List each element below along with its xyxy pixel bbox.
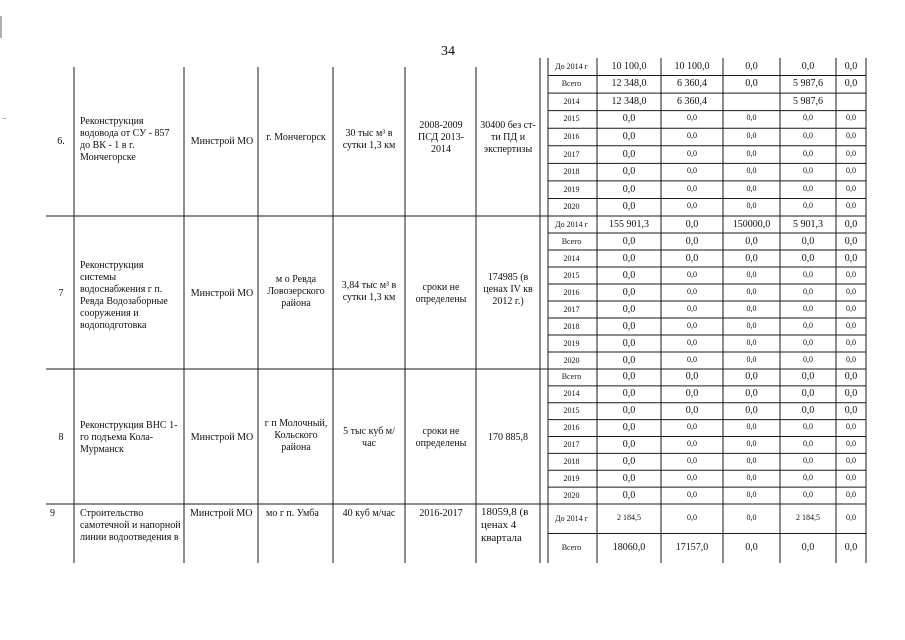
financing-cell: 0,0: [846, 354, 856, 364]
financing-year-label: Всего: [561, 543, 582, 553]
financing-year-label: 2016: [563, 287, 580, 297]
financing-cell: 0,0: [687, 489, 697, 499]
financing-year-label: 2014: [563, 389, 580, 399]
financing-cell: 0,0: [846, 489, 856, 499]
row-7-cost: 174985 (в ценах IV кв 2012 г.): [483, 272, 533, 307]
row-8-customer: Минстрой МО: [190, 432, 254, 443]
financing-year-label: До 2014 г: [555, 61, 588, 71]
financing-cell: 0,0: [846, 286, 856, 296]
financing-cell: 0,0: [746, 113, 757, 123]
financing-cell: 0,0: [746, 512, 757, 522]
financing-cell: 0,0: [622, 166, 636, 178]
financing-cell: 0,0: [687, 337, 697, 347]
financing-cell: 2 184,5: [617, 512, 641, 522]
financing-cell: 0,0: [687, 438, 697, 448]
financing-cell: 0,0: [803, 438, 813, 448]
financing-year-label: Всего: [561, 236, 582, 246]
financing-cell: 0,0: [746, 422, 757, 432]
financing-cell: 0,0: [746, 166, 757, 176]
financing-cell: 0,0: [622, 472, 636, 484]
row-6-capacity: 30 тыс м³ в сутки 1,3 км: [342, 128, 396, 151]
financing-cell: 0,0: [622, 148, 636, 160]
financing-cell: 0,0: [803, 422, 813, 432]
financing-cell: 0,0: [745, 388, 758, 400]
financing-year-label: До 2014 г: [555, 219, 588, 229]
financing-cell: 2 184,5: [796, 512, 820, 522]
financing-cell: 0,0: [622, 422, 636, 434]
row-6-name: Реконструкция водовода от СУ - 857 до ВК - 1 в г. Мончегорске: [80, 116, 170, 163]
row-8-capacity: 5 тыс куб м/час: [343, 426, 395, 449]
row-9-customer: Минстрой МО: [190, 508, 253, 519]
financing-cell: 0,0: [622, 371, 636, 383]
financing-cell: 17157,0: [675, 542, 709, 554]
financing-cell: 0,0: [844, 371, 858, 383]
financing-cell: 0,0: [803, 286, 813, 296]
financing-year-label: 2015: [563, 406, 580, 416]
financing-cell: 0,0: [687, 269, 697, 279]
financing-cell: 0,0: [846, 337, 856, 347]
financing-cell: 0,0: [687, 131, 697, 140]
financing-cell: 0,0: [803, 183, 813, 193]
financing-year-label: 2014: [563, 96, 580, 106]
financing-cell: 0,0: [687, 183, 697, 193]
financing-year-label: 2020: [563, 490, 580, 500]
row-7-customer: Минстрой МО: [190, 288, 254, 299]
financing-cell: 0,0: [846, 303, 856, 313]
financing-cell: 0,0: [746, 354, 757, 364]
financing-cell: 155 901,3: [609, 218, 649, 230]
financing-cell: 0,0: [622, 269, 636, 281]
financing-cell: 0,0: [622, 320, 636, 332]
financing-cell: 0,0: [844, 405, 858, 417]
financing-cell: 0,0: [846, 183, 856, 193]
financing-cell: 0,0: [622, 252, 636, 264]
financing-cell: 0,0: [745, 235, 758, 247]
financing-cell: 0,0: [801, 60, 815, 72]
financing-cell: 0,0: [846, 455, 856, 465]
financing-cell: 0,0: [746, 201, 757, 211]
financing-cell: 150000,0: [732, 218, 771, 230]
financing-cell: 0,0: [685, 218, 699, 230]
financing-cell: 0,0: [846, 131, 856, 140]
financing-cell: 0,0: [745, 405, 758, 417]
financing-cell: 0,0: [803, 354, 813, 364]
financing-year-label: 2018: [563, 167, 580, 177]
financing-cell: 0,0: [801, 252, 815, 264]
financing-year-label: Всего: [561, 372, 582, 382]
financing-cell: 0,0: [846, 512, 856, 522]
financing-cell: 0,0: [803, 113, 813, 123]
financing-cell: 0,0: [687, 303, 697, 313]
financing-cell: 0,0: [803, 489, 813, 499]
financing-cell: 0,0: [745, 60, 758, 72]
financing-cell: 0,0: [746, 472, 757, 482]
financing-year-label: 2016: [563, 132, 580, 141]
row-9-period: 2016-2017: [419, 508, 463, 519]
financing-cell: 0,0: [622, 438, 636, 450]
row-7-period: сроки не определены: [415, 282, 467, 305]
financing-cell: 0,0: [622, 405, 636, 417]
financing-cell: 0,0: [685, 235, 699, 247]
financing-cell: 0,0: [803, 472, 813, 482]
financing-year-label: До 2014 г: [555, 513, 588, 523]
row-8-period: сроки не определены: [415, 426, 467, 449]
financing-cell: 0,0: [846, 201, 856, 211]
financing-cell: 0,0: [844, 60, 858, 72]
scan-artifact: [3, 118, 6, 119]
financing-cell: 0,0: [622, 489, 636, 501]
financing-cell: 6 360,4: [677, 95, 707, 107]
financing-cell: 0,0: [687, 166, 697, 176]
row-9-number: 9: [50, 508, 55, 519]
financing-cell: 0,0: [803, 201, 813, 211]
financing-cell: 0,0: [622, 354, 636, 366]
financing-year-label: Всего: [561, 79, 582, 89]
financing-year-label: 2015: [563, 114, 580, 124]
financing-year-label: 2014: [563, 253, 580, 263]
financing-cell: 0,0: [801, 371, 815, 383]
financing-cell: 0,0: [687, 472, 697, 482]
financing-cell: 0,0: [846, 422, 856, 432]
financing-cell: 0,0: [746, 269, 757, 279]
financing-year-label: 2017: [563, 439, 580, 449]
financing-cell: 0,0: [687, 512, 697, 522]
financing-cell: 0,0: [746, 337, 757, 347]
financing-cell: 0,0: [801, 542, 815, 554]
scan-artifact: [0, 16, 2, 38]
financing-cell: 0,0: [746, 183, 757, 193]
financing-cell: 0,0: [844, 252, 858, 264]
financing-cell: 0,0: [746, 286, 757, 296]
financing-cell: 10 100,0: [611, 60, 647, 72]
financing-cell: 0,0: [685, 405, 699, 417]
financing-cell: 0,0: [803, 148, 813, 158]
financing-cell: 0,0: [685, 388, 699, 400]
financing-cell: 6 360,4: [677, 78, 707, 90]
row-6-cost: 30400 без ст-ти ПД и экспертизы: [480, 120, 536, 155]
row-6-number: 6.: [57, 136, 65, 147]
financing-cell: 0,0: [803, 320, 813, 330]
financing-cell: 0,0: [687, 286, 697, 296]
financing-cell: 0,0: [844, 218, 858, 230]
financing-cell: 0,0: [746, 131, 757, 140]
financing-cell: 0,0: [687, 320, 697, 330]
row-9-name: Строительство самотечной и напорной линии водоотведения в: [80, 508, 181, 543]
financing-cell: 0,0: [846, 320, 856, 330]
financing-year-label: 2016: [563, 423, 580, 433]
row-8-name: Реконструкция ВНС 1-го подъема Кола-Мурманск: [80, 420, 178, 455]
financing-year-label: 2019: [563, 473, 580, 483]
row-9-capacity: 40 куб м/час: [342, 508, 396, 519]
financing-year-label: 2019: [563, 184, 580, 194]
financing-cell: 0,0: [844, 235, 858, 247]
financing-cell: 0,0: [745, 78, 758, 90]
row-9-cost: 18059,8 (в ценах 4 квартала: [481, 506, 529, 544]
financing-cell: 0,0: [803, 455, 813, 465]
financing-cell: 0,0: [746, 489, 757, 499]
financing-cell: 0,0: [846, 438, 856, 448]
financing-cell: 0,0: [687, 455, 697, 465]
financing-cell: 0,0: [803, 303, 813, 313]
financing-cell: 0,0: [745, 252, 758, 264]
row-8-number: 8: [58, 432, 64, 443]
financing-cell: 0,0: [622, 337, 636, 349]
financing-cell: 0,0: [846, 148, 856, 158]
financing-cell: 0,0: [687, 113, 697, 123]
financing-cell: 0,0: [746, 303, 757, 313]
financing-cell: 0,0: [746, 148, 757, 158]
financing-cell: 0,0: [801, 388, 815, 400]
financing-cell: 0,0: [687, 148, 697, 158]
financing-year-label: 2019: [563, 338, 580, 348]
financing-cell: 0,0: [844, 388, 858, 400]
financing-cell: 0,0: [745, 542, 758, 554]
financing-cell: 0,0: [846, 166, 856, 176]
financing-cell: 0,0: [685, 252, 699, 264]
financing-cell: 0,0: [803, 337, 813, 347]
financing-cell: 0,0: [622, 113, 636, 125]
financing-cell: 0,0: [622, 286, 636, 298]
financing-cell: 18060,0: [612, 542, 646, 554]
financing-cell: 0,0: [622, 201, 636, 213]
financing-cell: 0,0: [803, 166, 813, 176]
row-8-location: г п Молочный, Кольского района: [264, 418, 328, 453]
row-9-location: мо г п. Умба: [266, 508, 319, 519]
row-8-cost: 170 885,8: [488, 432, 528, 443]
financing-cell: 0,0: [685, 371, 699, 383]
row-6-location: г. Мончегорск: [266, 132, 326, 143]
financing-year-label: 2017: [563, 304, 580, 314]
financing-year-label: 2015: [563, 270, 580, 280]
financing-year-label: 2017: [563, 149, 580, 159]
row-6-period: 2008-2009 ПСД 2013-2014: [417, 120, 465, 155]
financing-cell: 0,0: [622, 388, 636, 400]
financing-cell: 0,0: [622, 303, 636, 315]
financing-cell: 0,0: [803, 131, 813, 140]
financing-cell: 0,0: [801, 405, 815, 417]
page-number: 34: [441, 44, 455, 59]
financing-cell: 5 901,3: [793, 218, 823, 230]
financing-cell: 0,0: [746, 455, 757, 465]
financing-cell: 0,0: [622, 131, 636, 142]
row-7-number: 7: [58, 288, 64, 299]
financing-cell: 0,0: [803, 269, 813, 279]
financing-cell: 0,0: [687, 354, 697, 364]
financing-cell: 10 100,0: [674, 60, 710, 72]
financing-cell: 0,0: [846, 472, 856, 482]
financing-cell: 0,0: [801, 235, 815, 247]
financing-cell: 0,0: [844, 78, 858, 90]
financing-cell: 0,0: [622, 235, 636, 247]
financing-cell: 0,0: [746, 320, 757, 330]
financing-cell: 0,0: [746, 438, 757, 448]
financing-cell: 12 348,0: [611, 78, 647, 90]
financing-year-label: 2020: [563, 355, 580, 365]
financing-cell: 0,0: [745, 371, 758, 383]
financing-cell: 0,0: [622, 455, 636, 467]
financing-year-label: 2018: [563, 456, 580, 466]
financing-cell: 0,0: [622, 183, 636, 195]
financing-cell: 12 348,0: [611, 95, 647, 107]
financing-cell: 0,0: [846, 113, 856, 123]
financing-year-label: 2018: [563, 321, 580, 331]
financing-cell: 5 987,6: [793, 95, 823, 107]
financing-cell: 0,0: [687, 422, 697, 432]
financing-cell: 0,0: [846, 269, 856, 279]
row-7-capacity: 3,84 тыс м³ в сутки 1,3 км: [341, 280, 397, 303]
financing-cell: 5 987,6: [793, 78, 823, 90]
row-7-location: м о Ревда Ловозерского района: [267, 274, 325, 309]
row-6-customer: Минстрой МО: [190, 136, 254, 147]
financing-cell: 0,0: [687, 201, 697, 211]
row-7-name: Реконструкция системы водоснабжения г п. Ревда Водозаборные сооружения и водоподготовка: [80, 260, 168, 331]
financing-cell: 0,0: [844, 542, 858, 554]
financing-year-label: 2020: [563, 202, 580, 212]
